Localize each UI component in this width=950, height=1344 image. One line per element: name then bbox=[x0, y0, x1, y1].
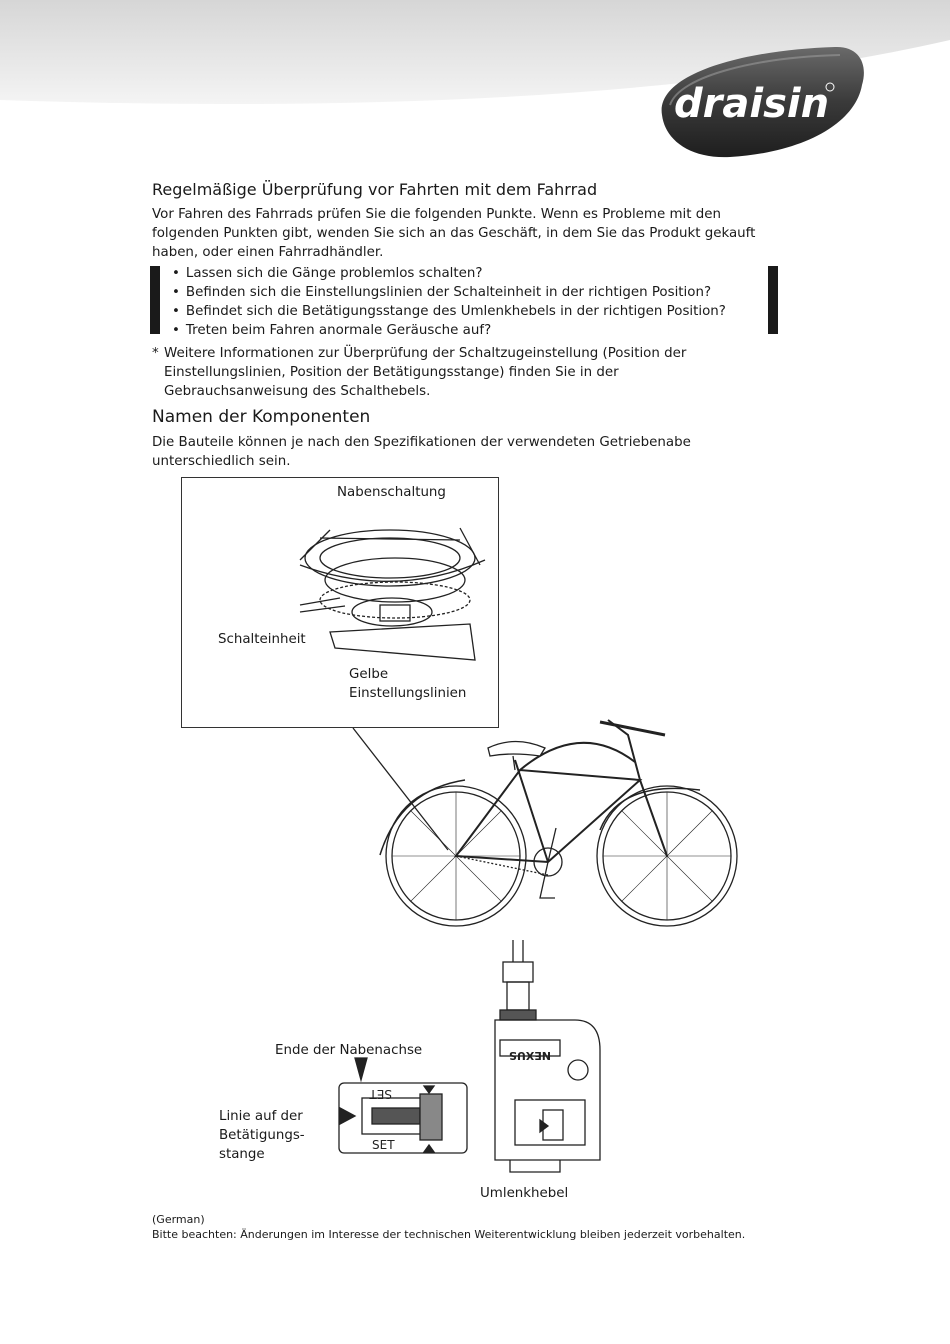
note-marker: * bbox=[152, 346, 159, 361]
label-yellow-lines-1: Gelbe bbox=[349, 667, 389, 682]
check-item: • Treten beim Fahren anormale Geräusche auf? bbox=[172, 321, 726, 340]
inspection-intro: Vor Fahren des Fahrrads prüfen Sie die folgenden Punkte. Wenn es Probleme mit den folgenden Punkten gibt, wenden Sie sich an das Geschäft, in dem Sie das Produkt gekauft haben, oder einen Fahrradhändler. bbox=[152, 207, 756, 260]
footer-disclaimer: Bitte beachten: Änderungen im Interesse der technischen Weiterentwicklung bleiben jederzeit vorbehalten. bbox=[152, 1228, 746, 1241]
check-item: • Befinden sich die Einstellungslinien der Schalteinheit in der richtigen Position? bbox=[172, 283, 726, 302]
set-label-bottom: SET bbox=[372, 1138, 395, 1152]
label-hub: Nabenschaltung bbox=[337, 485, 446, 500]
label-bell-crank: Umlenkhebel bbox=[480, 1186, 569, 1201]
check-item: • Befindet sich die Betätigungsstange des Umlenkhebels in der richtigen Position? bbox=[172, 302, 726, 321]
bicycle-illustration bbox=[380, 720, 737, 926]
label-axle-end: Ende der Nabenachse bbox=[275, 1043, 423, 1058]
label-shift-unit: Schalteinheit bbox=[218, 632, 306, 647]
note-text: Weitere Informationen zur Überprüfung der Schaltzugeinstellung (Position der Einstellungslinien, Position der Betätigungsstange) finden Sie in der Gebrauchsanweisung des Schalthebels. bbox=[164, 346, 687, 399]
set-label-top: SET bbox=[369, 1087, 392, 1101]
logo-text: draisin bbox=[674, 81, 830, 127]
section-title-inspection: Regelmäßige Überprüfung vor Fahrten mit dem Fahrrad bbox=[152, 180, 598, 199]
hub-gear-illustration bbox=[300, 528, 485, 660]
set-detail-illustration bbox=[339, 1058, 467, 1153]
label-rod-line-1: Linie auf der bbox=[219, 1109, 303, 1124]
footer-language: (German) bbox=[152, 1213, 205, 1226]
label-rod-line-2: Betätigungs- bbox=[219, 1128, 305, 1143]
label-rod-line-3: stange bbox=[219, 1147, 265, 1162]
check-item: • Lassen sich die Gänge problemlos schalten? bbox=[172, 264, 726, 283]
nexus-label: NEXUS bbox=[508, 1049, 552, 1062]
components-intro: Die Bauteile können je nach den Spezifikationen der verwendeten Getriebenabe unterschiedlich sein. bbox=[152, 435, 691, 469]
label-yellow-lines-2: Einstellungslinien bbox=[349, 686, 467, 701]
section-title-components: Namen der Komponenten bbox=[152, 407, 371, 427]
